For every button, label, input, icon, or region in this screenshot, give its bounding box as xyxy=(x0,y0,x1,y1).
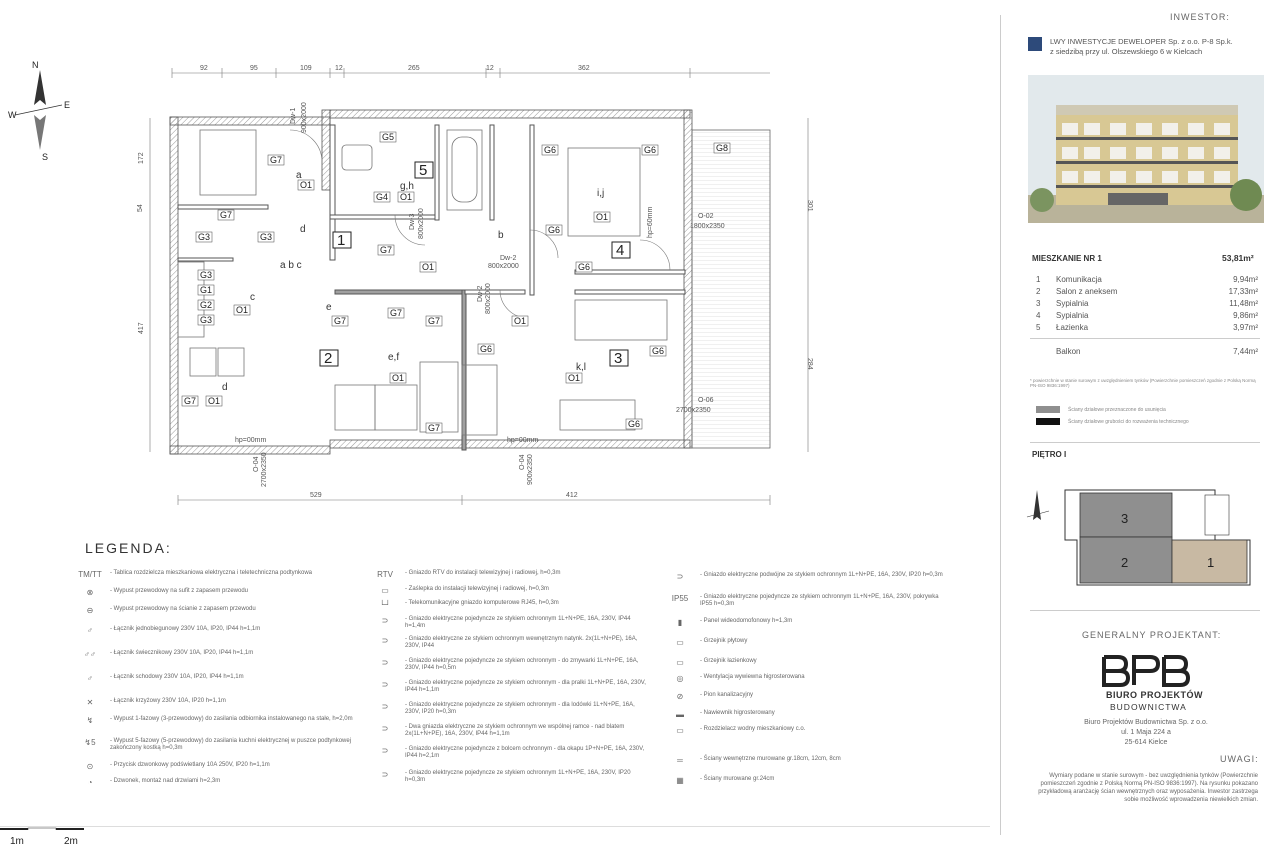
dim-bottom-1: 412 xyxy=(566,492,578,499)
letter-gh: g,h xyxy=(400,181,414,192)
tag-g4: G4 xyxy=(376,192,389,202)
legend-title: LEGENDA: xyxy=(85,540,172,556)
left-dimension-line xyxy=(137,118,150,452)
tag-g3-c: G3 xyxy=(200,270,213,280)
hp-label-1: hp=00mm xyxy=(235,437,267,444)
investor-label: INWESTOR: xyxy=(1170,12,1230,22)
room-row: 2 Salon z aneksem 17,33m² xyxy=(1036,287,1258,296)
door-size-dw2a: 800x2000 xyxy=(488,263,519,270)
letter-kl: k,l xyxy=(576,362,586,373)
swatch-demolish xyxy=(1036,406,1060,413)
dim-left-1: 54 xyxy=(137,204,144,212)
letter-a-1: a xyxy=(296,170,302,181)
firm-line-1: Biuro Projektów Budownictwa Sp. z o.o. xyxy=(1084,719,1208,726)
room-3-label: 3 xyxy=(614,350,623,367)
room-5-label: 5 xyxy=(419,162,428,179)
door-label-dw3: Dw-3 xyxy=(409,213,416,230)
letter-b: b xyxy=(498,230,504,241)
door-label-dw1: Dw-1 xyxy=(290,107,297,124)
tag-g6-f: G6 xyxy=(652,346,665,356)
floor-unit-2: 2 xyxy=(1121,555,1129,570)
door-label-dw2a: Dw-2 xyxy=(500,255,517,262)
window-size-o06: 2700x2350 xyxy=(676,407,711,414)
tag-o1-f: O1 xyxy=(514,316,527,326)
tag-g6-g: G6 xyxy=(628,419,641,429)
tag-o1-b: O1 xyxy=(400,192,413,202)
area-footnote: * powierzchnie w stanie surowym z uwzględnieniem tynków (Powierzchnie pomieszczeń zgodnie z Polską Normą PN-ISO 9836:1997) xyxy=(1030,378,1256,389)
designer-label: GENERALNY PROJEKTANT: xyxy=(1082,630,1222,640)
tag-o1-e: O1 xyxy=(236,305,249,315)
room-2-label: 2 xyxy=(324,350,333,367)
room-row: 5 Łazienka 3,97m² xyxy=(1036,323,1258,332)
hp-label-2: hp=00mm xyxy=(507,437,539,444)
tag-g5: G5 xyxy=(382,132,395,142)
compass-s: S xyxy=(42,152,49,162)
room-row: 3 Sypialnia 11,48m² xyxy=(1036,299,1258,308)
dim-top-0: 92 xyxy=(200,65,208,72)
legend-column-2: RTV - Gniazdo RTV do instalacji telewizyjnej i radiowej, h=0,3m ▭ - Zaślepka do instalacji telewizyjnej i radiowej, h=0,3m └┘ - Telekomunikacyjne gniazdo komputerowe RJ45, h=0,3m ⊃ - Gniazdo elektryczne pojedyncze ze stykiem ochronnym 1L+N+PE, 16A, 230V, IP44 h=1,4m ⊃ - Gniazdo elektryczne ze stykiem ochronnym wewnętrznym natynk. 2x(1L+N+PE), 16A, 230V, IP44 ⊃ - Gniazdo elektryczne pojedyncze ze stykiem ochronnym - do zmywarki 1L+N+PE, 16A, 230V, IP44 h=0,5m ⊃ - Gniazdo elektryczne pojedyncze ze stykiem ochronnym - dla pralki 1L+N+PE, 16A, 230V, IP44 h=1,1m ⊃ - Gniazdo elektryczne pojedyncze ze stykiem ochronnym - dla lodówki 1L+N+PE, 16A, 230V, IP20 h=0,3m ⊃ - Dwa gniazda elektryczne ze stykiem ochronnym we wspólnej ramce - nad blatem 2x(1L+N+PE), 16A, 230V, IP44 h=1,1m ⊃ - Gniazdo elektryczne pojedyncze z bolcem ochronnym - dla okapu 1P+N+PE, 16A, 230V, IP44 h=2,1m ⊃ - Gniazdo elektryczne pojedyncze ze stykiem ochronnym 1L+N+PE, 16A, 230V, IP20 h=0,3m xyxy=(377,570,646,784)
tag-o1-i: O1 xyxy=(208,396,221,406)
hp-labels xyxy=(235,207,654,444)
tag-g7-b: G7 xyxy=(220,210,233,220)
dim-right-0: 301 xyxy=(806,200,813,212)
tag-g3-a: G3 xyxy=(198,232,211,242)
tag-g7-a: G7 xyxy=(270,155,283,165)
letter-ij: i,j xyxy=(597,188,605,199)
equipment-tags xyxy=(182,132,730,433)
scale-1m: 1m xyxy=(10,836,24,847)
door-size-dw3: 800x2000 xyxy=(418,208,425,239)
window-label-o04b: O-04 xyxy=(519,454,526,470)
plan-bottom-rule xyxy=(0,826,990,827)
letter-abc: a b c xyxy=(280,260,302,271)
tag-g6-a: G6 xyxy=(544,145,557,155)
hp-label-0: hp=60mm xyxy=(647,206,654,238)
tag-g7-g: G7 xyxy=(184,396,197,406)
apartment-title: MIESZKANIE NR 1 xyxy=(1032,254,1102,263)
tag-o1-g: O1 xyxy=(392,373,405,383)
letter-c: c xyxy=(250,292,255,303)
tag-g6-b: G6 xyxy=(644,145,657,155)
tag-o1-c: O1 xyxy=(422,262,435,272)
tag-g1: G1 xyxy=(200,285,213,295)
tag-g6-e: G6 xyxy=(480,344,493,354)
compass-w: W xyxy=(8,110,17,120)
dim-top-5: 12 xyxy=(486,65,494,72)
tag-g6-c: G6 xyxy=(548,225,561,235)
window-size-o04b: 900x2350 xyxy=(527,454,534,485)
balcony-row: Balkon 7,44m² xyxy=(1056,347,1258,356)
swatch-technical xyxy=(1036,418,1060,425)
window-size-o02: 1800x2350 xyxy=(690,223,725,230)
letter-d-1: d xyxy=(300,224,306,235)
bottom-dimension-line xyxy=(178,492,770,505)
tag-g3-d: G3 xyxy=(200,315,213,325)
window-label-o02: O-02 xyxy=(698,213,714,220)
bpb-logo xyxy=(1100,655,1192,695)
swatch-technical-label: Ściany działowe grubości do rozważenia technicznego xyxy=(1068,419,1189,425)
door-label-dw2b: Dw-2 xyxy=(477,285,484,302)
tag-g7-f: G7 xyxy=(428,316,441,326)
window-label-o04a: O-04 xyxy=(253,456,260,472)
dim-right-1: 284 xyxy=(806,358,813,370)
dim-top-1: 95 xyxy=(250,65,258,72)
dim-left-2: 417 xyxy=(138,322,145,334)
dim-left-0: 172 xyxy=(138,152,145,164)
bpb-subtitle-2: BUDOWNICTWA xyxy=(1110,702,1187,712)
swatch-demolish-label: Ściany działowe przeznaczone do usunięcia xyxy=(1068,407,1166,413)
designer-divider xyxy=(1030,610,1260,611)
tag-o1-h: O1 xyxy=(568,373,581,383)
sidebar-divider xyxy=(1000,15,1001,835)
room-1-label: 1 xyxy=(337,232,346,249)
switch-letters xyxy=(222,170,604,393)
building-render xyxy=(1028,75,1264,223)
floor-divider xyxy=(1030,442,1260,443)
dim-top-6: 362 xyxy=(578,65,590,72)
floor-label: PIĘTRO I xyxy=(1032,450,1067,459)
tag-g7-c: G7 xyxy=(380,245,393,255)
investor-logo xyxy=(1028,37,1042,51)
dim-top-3: 12 xyxy=(335,65,343,72)
letter-e: e xyxy=(326,302,332,313)
legend-column-3: ⊃ - Gniazdo elektryczne podwójne ze stykiem ochronnym 1L+N+PE, 16A, 230V, IP20 h=0,3m IP55 - Gniazdo elektryczne pojedyncze ze stykiem ochronnym 1L+N+PE, 16A, 230V, pokrywka IP55 h=0,3m ▮ - Panel wideodomofonowy h=1,3m ▭ - Grzejnik płytowy ▭ - Grzejnik łazienkowy ◎ - Wentylacja wywiewna higrosterowana ⊘ - Pion kanalizacyjny ▬ - Nawiewnik higrosterowany ▭ - Rozdzielacz wodny mieszkaniowy c.o. ═ - Ściany wewnętrzne murowane gr.18cm, 12cm, 8cm ▦ - Ściany murowane gr.24cm xyxy=(671,572,943,785)
firm-line-3: 25-614 Kielce xyxy=(1124,739,1168,746)
tag-o1-a: O1 xyxy=(300,180,313,190)
floor-key-plan xyxy=(1025,485,1260,595)
tag-g7-e: G7 xyxy=(390,308,403,318)
tag-o1-d: O1 xyxy=(596,212,609,222)
window-size-o04a: 2700x2350 xyxy=(261,452,268,487)
dim-bottom-0: 529 xyxy=(310,492,322,499)
right-dimension-line xyxy=(806,118,813,452)
dim-top-2: 109 xyxy=(300,65,312,72)
legend-column-1: TM/TT - Tablica rozdzielcza mieszkaniowa elektryczna i teletechniczna podtynkowa ⊗ - Wypust przewodowy na sufit z zapasem przewodu ⊖ - Wypust przewodowy na ścianie z zapasem przewodu ♂ - Łącznik jednobiegunowy 230V 10A, IP20, IP44 h=1,1m ♂♂ - Łącznik świecznikowy 230V 10A, IP20, IP44 h=1,1m ♂ - Łącznik schodowy 230V 10A, IP20, IP44 h=1,1m ✕ - Łącznik krzyżowy 230V 10A, IP20 h=1,1m ↯ - Wypust 1-fazowy (3-przewodowy) do zasilania odbiornika instalowanego na stałe, h=2,0m ↯5 - Wypust 5-fazowy (5-przewodowy) do zasilania kuchni elektrycznej w puszce podtynkowej zakończony kostką h=0,3m ⊙ - Przycisk dzwonkowy podświetlany 10A 250V, IP20 h=1,1m ◔ - Dzwonek, montaż nad drzwiami h=2,3m xyxy=(78,570,353,787)
apartment-total-area: 53,81m² xyxy=(1222,253,1254,263)
tag-g7-h: G7 xyxy=(428,423,441,433)
tag-g8: G8 xyxy=(716,143,729,153)
investor-line-1: LWY INWESTYCJE DEWELOPER Sp. z o.o. P-8 Sp.k. xyxy=(1050,37,1233,46)
scale-bar xyxy=(0,828,84,830)
dim-top-4: 265 xyxy=(408,65,420,72)
tag-g7-d: G7 xyxy=(334,316,347,326)
remarks-text: Wymiary podane w stanie surowym - bez uwzględnienia tynków (Powierzchnie pomieszczeń zgodnie z Polską Normą PN-ISO 9836:1997). Na rysunku pokazano przykładową aranżację ścian wewnętrznych oraz wyposażenia. Inwestor zastrzega sobie możliwość wprowadzenia niewielkich zmian. xyxy=(1038,773,1258,804)
room-row: 4 Sypialnia 9,86m² xyxy=(1036,311,1258,320)
tag-g2: G2 xyxy=(200,300,213,310)
room-4-label: 4 xyxy=(616,242,625,259)
floor-unit-3: 3 xyxy=(1121,511,1129,526)
floor-unit-1: 1 xyxy=(1207,555,1215,570)
investor-line-2: z siedzibą przy ul. Olszewskiego 6 w Kielcach xyxy=(1050,47,1203,56)
bpb-subtitle-1: BIURO PROJEKTÓW xyxy=(1106,690,1204,700)
compass-e: E xyxy=(64,100,71,110)
remarks-label: UWAGI: xyxy=(1220,754,1259,764)
window-label-o06: O-06 xyxy=(698,397,714,404)
top-dimension-line xyxy=(172,65,770,78)
compass-rose xyxy=(8,60,70,162)
scale-2m: 2m xyxy=(64,836,78,847)
tag-g3-b: G3 xyxy=(260,232,273,242)
firm-line-2: ul. 1 Maja 224 a xyxy=(1121,729,1171,736)
door-size-dw1: 900x2000 xyxy=(301,102,308,133)
letter-ef: e,f xyxy=(388,352,400,363)
compass-n: N xyxy=(32,60,39,70)
letter-d-2: d xyxy=(222,382,228,393)
tag-g6-d: G6 xyxy=(578,262,591,272)
room-row: 1 Komunikacja 9,94m² xyxy=(1036,275,1258,284)
door-size-dw2b: 800x2000 xyxy=(485,283,492,314)
rooms-divider xyxy=(1030,338,1260,339)
